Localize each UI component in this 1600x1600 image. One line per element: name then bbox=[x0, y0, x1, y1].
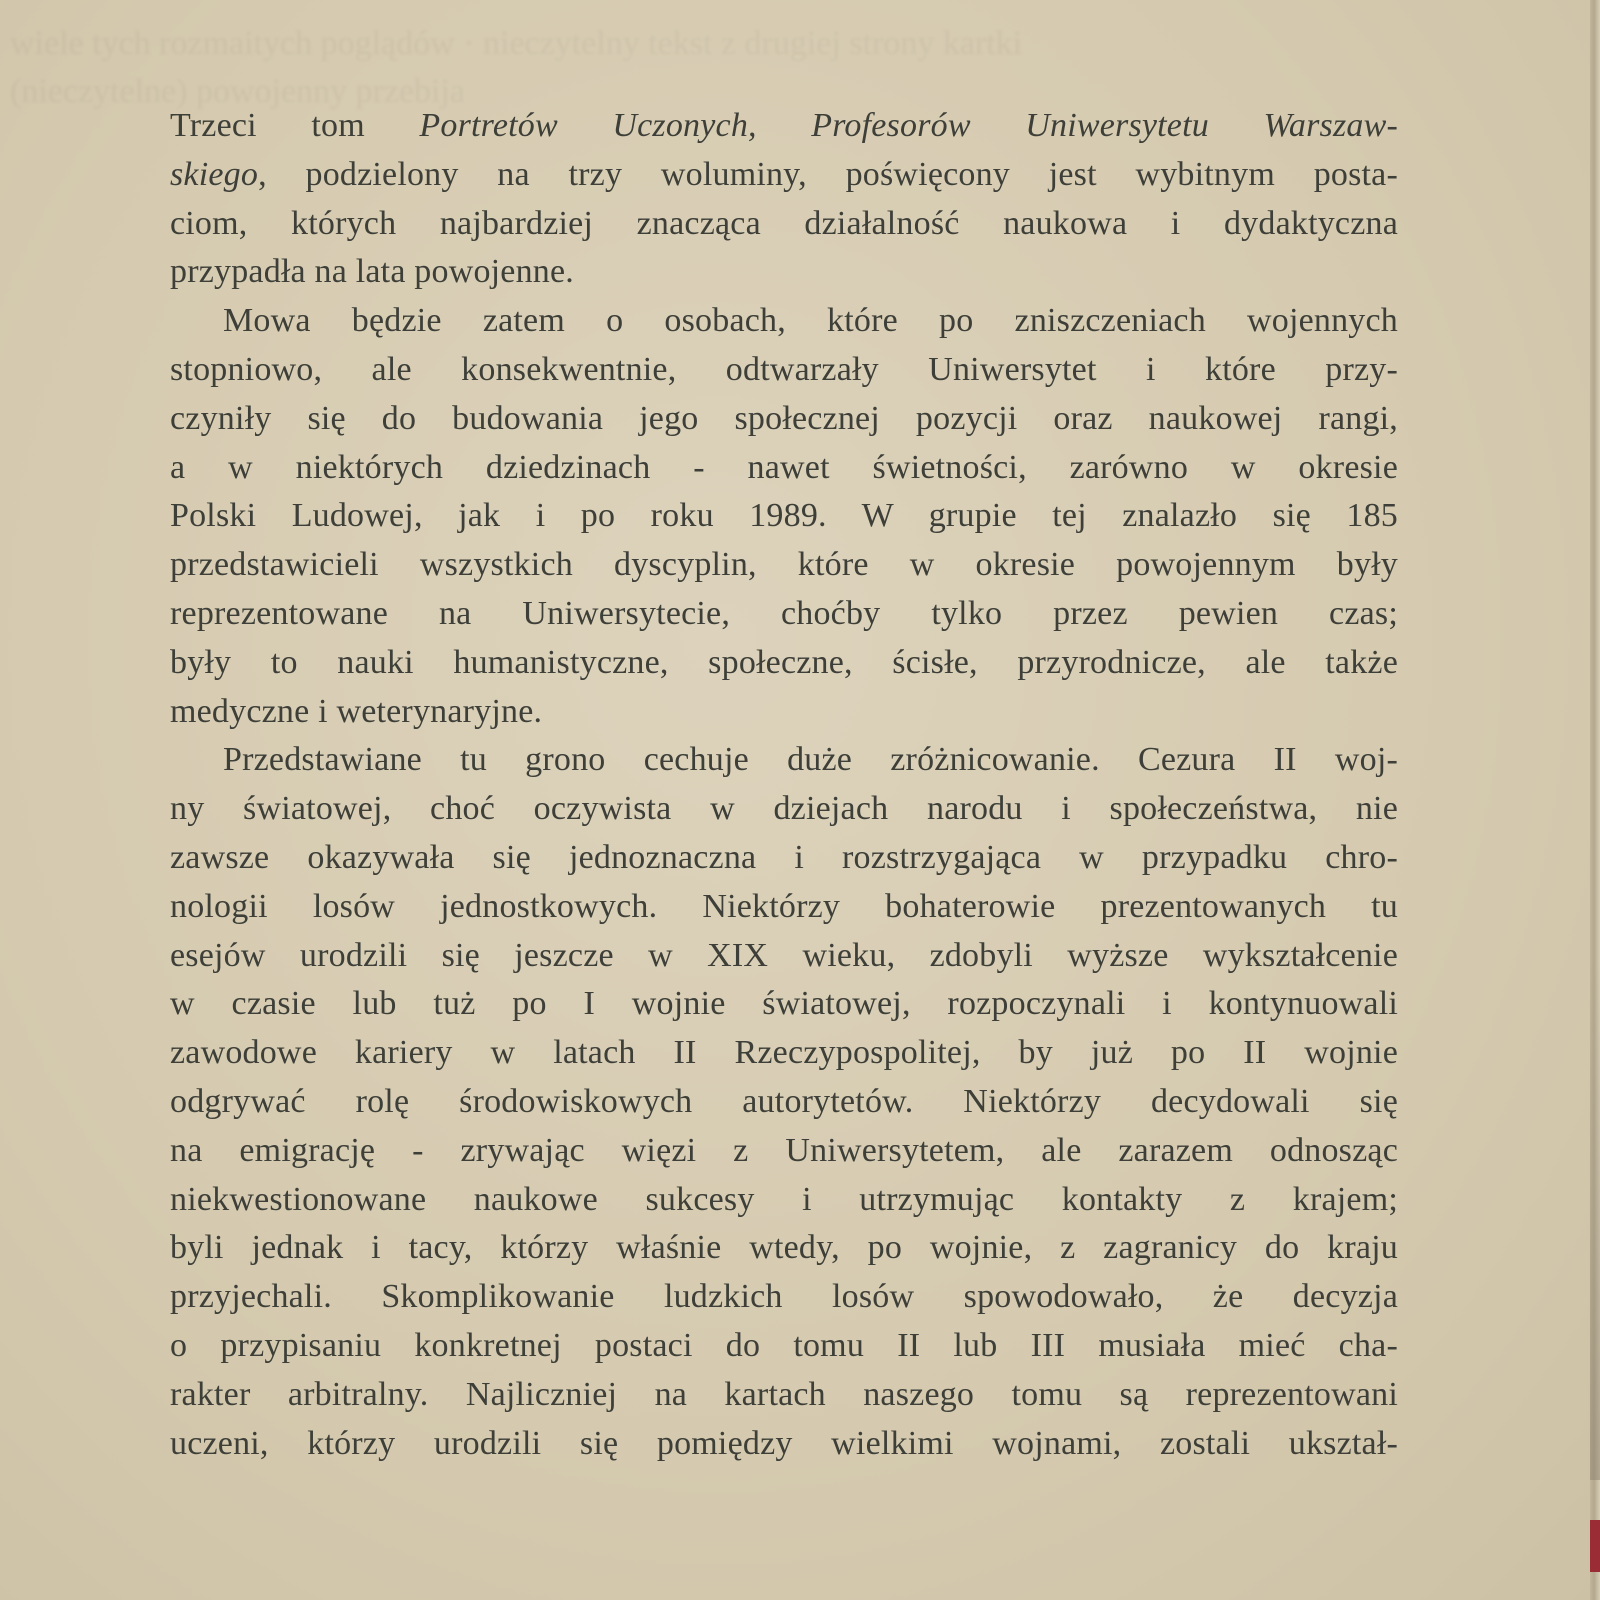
italic-title-segment: Portretów Uczonych, Profesorów Uniwersytetu Warszaw- bbox=[419, 107, 1398, 144]
text-line bbox=[170, 1078, 1398, 1127]
text-segment: niekwestionowane naukowe sukcesy i utrzymując kontakty z krajem; bbox=[170, 1180, 1398, 1218]
text-line bbox=[170, 932, 1398, 981]
text-line bbox=[170, 444, 1398, 493]
text-line bbox=[170, 297, 1398, 346]
text-segment: były to nauki humanistyczne, społeczne, ścisłe, przyrodnicze, ale także bbox=[170, 643, 1398, 681]
text-segment: o przypisaniu konkretnej postaci do tomu II lub III musiała mieć cha- bbox=[170, 1326, 1398, 1364]
body-text bbox=[170, 102, 1398, 1468]
text-line bbox=[170, 1176, 1398, 1225]
text-line bbox=[170, 1371, 1398, 1420]
text-segment: nologii losów jednostkowych. Niektórzy bohaterowie prezentowanych tu bbox=[170, 887, 1398, 925]
paragraph bbox=[170, 736, 1398, 1468]
text-segment: Polski Ludowej, jak i po roku 1989. W grupie tej znalazło się 185 bbox=[170, 497, 1398, 535]
text-segment: na emigrację - zrywając więzi z Uniwersytetem, ale zarazem odnosząc bbox=[170, 1131, 1398, 1169]
text-segment: uczeni, którzy urodzili się pomiędzy wielkimi wojnami, zostali ukształ- bbox=[170, 1424, 1398, 1462]
text-segment: reprezentowane na Uniwersytecie, choćby tylko przez pewien czas; bbox=[170, 594, 1398, 632]
page-edge-shadow bbox=[1590, 960, 1600, 1480]
italic-title-segment: skiego bbox=[170, 155, 259, 193]
text-line bbox=[170, 200, 1398, 249]
text-segment: ciom, których najbardziej znacząca działalność naukowa i dydaktyczna bbox=[170, 204, 1398, 242]
text-line bbox=[170, 492, 1398, 541]
text-segment: Przedstawiane tu grono cechuje duże zróżnicowanie. Cezura II woj- bbox=[223, 741, 1398, 779]
text-segment: , podzielony na trzy woluminy, poświęcony jest wybitnym posta- bbox=[258, 155, 1398, 193]
text-segment: przedstawicieli wszystkich dyscyplin, które w okresie powojennym były bbox=[170, 546, 1398, 584]
text-segment: odgrywać rolę środowiskowych autorytetów. Niektórzy decydowali się bbox=[170, 1082, 1398, 1120]
text-line bbox=[170, 1224, 1398, 1273]
paragraph bbox=[170, 297, 1398, 736]
bookmark-ribbon bbox=[1590, 1520, 1600, 1572]
text-line bbox=[170, 688, 1398, 737]
show-through-line: (nieczytelne) powojenny przebija bbox=[10, 73, 466, 110]
text-line bbox=[170, 1127, 1398, 1176]
text-segment: czyniły się do budowania jego społecznej pozycji oraz naukowej rangi, bbox=[170, 399, 1398, 437]
text-line bbox=[170, 639, 1398, 688]
text-segment: byli jednak i tacy, którzy właśnie wtedy, po wojnie, z zagranicy do kraju bbox=[170, 1229, 1398, 1267]
text-line bbox=[170, 346, 1398, 395]
text-line bbox=[170, 736, 1398, 785]
text-segment: przypadła na lata powojenne. bbox=[170, 253, 574, 291]
text-line bbox=[170, 541, 1398, 590]
text-line bbox=[170, 883, 1398, 932]
text-segment: a w niektórych dziedzinach - nawet świetności, zarówno w okresie bbox=[170, 448, 1398, 486]
text-segment: Trzeci tom bbox=[170, 107, 420, 144]
text-segment: ny światowej, choć oczywista w dziejach narodu i społeczeństwa, nie bbox=[170, 790, 1398, 828]
text-line bbox=[170, 151, 1398, 200]
text-line bbox=[170, 1029, 1398, 1078]
text-segment: stopniowo, ale konsekwentnie, odtwarzały Uniwersytet i które przy- bbox=[170, 350, 1398, 388]
text-line bbox=[170, 248, 1398, 297]
text-segment: przyjechali. Skomplikowanie ludzkich losów spowodowało, że decyzja bbox=[170, 1278, 1398, 1316]
text-segment: zawsze okazywała się jednoznaczna i rozstrzygająca w przypadku chro- bbox=[170, 838, 1398, 876]
text-segment: zawodowe kariery w latach II Rzeczypospolitej, by już po II wojnie bbox=[170, 1034, 1398, 1072]
text-line bbox=[170, 1322, 1398, 1371]
text-line bbox=[170, 834, 1398, 883]
text-segment: rakter arbitralny. Najliczniej na kartach naszego tomu są reprezentowani bbox=[170, 1375, 1398, 1413]
text-segment: esejów urodzili się jeszcze w XIX wieku, zdobyli wyższe wykształcenie bbox=[170, 936, 1398, 974]
text-line bbox=[170, 1273, 1398, 1322]
text-line bbox=[170, 395, 1398, 444]
paragraph bbox=[170, 102, 1398, 297]
text-segment: medyczne i weterynaryjne. bbox=[170, 692, 543, 730]
text-line bbox=[170, 102, 1398, 151]
text-line bbox=[170, 1420, 1398, 1469]
text-segment: w czasie lub tuż po I wojnie światowej, rozpoczynali i kontynuowali bbox=[170, 985, 1398, 1023]
text-line bbox=[170, 980, 1398, 1029]
show-through-line: wiele tych rozmaitych poglądów · nieczytelny tekst z drugiej strony kartki bbox=[10, 25, 1023, 62]
text-segment: Mowa będzie zatem o osobach, które po zniszczeniach wojennych bbox=[223, 302, 1398, 340]
text-line bbox=[170, 590, 1398, 639]
text-line bbox=[170, 785, 1398, 834]
